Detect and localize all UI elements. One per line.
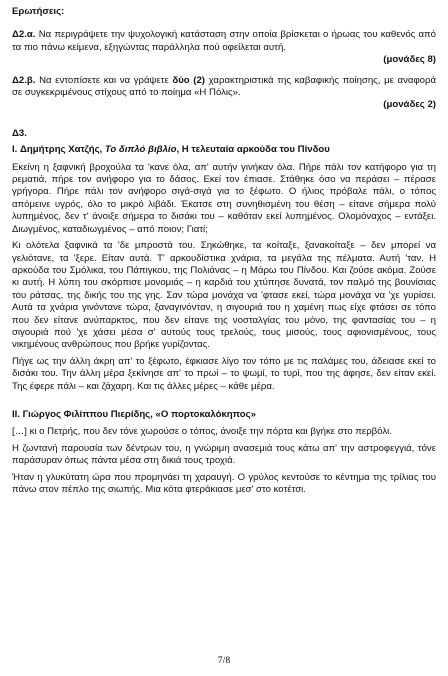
question-d2b (12, 75, 436, 100)
text2-paragraph-1: […] κι ο Πετρής, που δεν τόνε χωρούσε ο τόπος, άνοιξε την πόρτα και βγήκε στο περβόλι. (12, 426, 392, 438)
question-d2a-text: Να περιγράψετε την ψυχολογική κατάσταση στην οποία βρίσκεται ο ήρωας του καθενός από τα πιο πάνω κείμενα, εξηγώντας παράλληλα πού οφείλεται αυτή. (12, 29, 436, 53)
question-d2b-label: Δ2.β. (12, 74, 36, 86)
text2-paragraph-2: Η ζωντανή παρουσία των δέντρων του, η γνώριμη ανασεμιά τους κάτω απ' την αστροφεγγιά, τόνε παράσυραν όπως πάντα μέσα στη δικιά τους τροχιά. (12, 442, 436, 467)
question-d2a-label: Δ2.α. (12, 29, 36, 41)
question-d2b-bold: δύο (2) (172, 74, 206, 86)
text1-paragraph-3: Πήγε ως την άλλη άκρη απ' το ξέφωτο, έφκιασε λίγο τον τόπο με τις παλάμες του, άδειασε εκεί το δισάκι του. Την άλλη μέρα ξεκίνησε απ' το πρωί – το ψωμί, το τυρί, που της άφησε, δεν είταν εκεί. Της έφερε πάλι – και ζάχαρη. Και τις άλλες μέρες – κάθε μέρα. (12, 355, 436, 392)
text1-title-book: Το διπλό βιβλίο (104, 144, 177, 156)
question-d2b-text-before: Να εντοπίσετε και να γράψετε (39, 74, 169, 86)
question-d2a-marks: (μονάδες 8) (383, 54, 436, 66)
section-d3-label: Δ3. (12, 127, 27, 139)
text1-title (12, 144, 436, 156)
text1-paragraph-1: Εκείνη η ξαφνική βροχούλα τα 'κανε όλα, απ' αυτήν γινήκαν όλα. Πήρε πάλι τον κατήφορο για τη ρεματιά, πήρε τον ανήφορο για το δάσος. Εκεί τον έπιασε. Στάθηκε όσο να περάσει – πέρασε γρήγορα. Πήρε πάλι τον ανήφορο σιγά-σιγά για το ξέφωτο. Ο ήλιος πρόβαλε πάλι, ο τόπος απόμεινε υγρός, όλο το μικρό λιβάδι. Έκατσε στη συνηθισμένη του θέση – είτανε σήμερα πολύ λυπημένος, δεν τ' άνοιξε σήμερα το δισάκι του – καθόταν εκεί λυπημένος. Ολομόναχος – εντάξει. Διωγμένος, καταδιωγμένος – από ποιον; Γιατί; (12, 161, 436, 235)
question-d2b-marks: (μονάδες 2) (383, 99, 436, 111)
page-number: 7/8 (217, 655, 231, 666)
question-d2a (12, 29, 436, 54)
questions-heading: Ερωτήσεις: (12, 6, 65, 17)
question-d2b-text-after: χαρακτηριστικά της καβαφικής ποίησης, με αναφορά σε συγκεκριμένους στίχους από το ποίημα «Η Πόλις». (12, 74, 436, 99)
text2-paragraph-3: Ήταν η γλυκύτατη ώρα που προμηνάει τη χαραυγή. Ο γρύλος κεντούσε το κέντημα της τρίλιας του πάνω στον πέπλο της σιωπής. Μια κότα φτεράκιασε μεσ' στο κοτέτσι. (12, 471, 436, 495)
text1-paragraph-2: Κι ολότελα ξαφνικά τα 'δε μπροστά του. Σηκώθηκε, τα κοίταξε, ξανακοίταξε – δεν μπορεί να γελιότανε, τα 'ξερε. Είταν αυτά. Τ' αρκουδίστικα χνάρια, τα μεγάλα της πέλματα. Αυτή 'ταν. Η αρκούδα του Σμόλικα, του Πάπιγκου, της Πολιάνας – η Μάρω του Πίνδου. Και ζούσε ακόμα. Ζούσε κι αυτή. Η λύπη του σκόρπισε μονομιάς – η καρδιά του χτύπησε δυνατά, τον παλμό της βουνίσιας του ράτσας, της δικής του της γης. Σαν τώρα μονάχα να 'φτασε εκεί, τώρα μονάχα να 'χε γυρίσει. Αυτά τα χνάρια γινόντανε τώρα, ξαναγινόνταν, η σιγουριά του η χαμένη πως είχε φτάσει σε τόπο που δεν είτανε ανύπαρκτος, που δεν είτανε της νοσταλγίας του μόνο, της φαντασίας του – η σιγουριά πού 'χε χάσει μέσα σ' αυτούς τους τρελούς, τους μισούς, τους αφιονισμένους, τους νικημένους ανθρώπους που βρήκε γυρίζοντας. (12, 240, 436, 351)
text1-title-suffix: , Η τελευταία αρκούδα του Πίνδου (176, 144, 330, 156)
text2-title: II. Γιώργος Φιλίππου Πιερίδης, «Ο πορτοκαλόκηπος» (12, 408, 256, 420)
text1-title-prefix: I. Δημήτρης Χατζής, (12, 144, 103, 156)
